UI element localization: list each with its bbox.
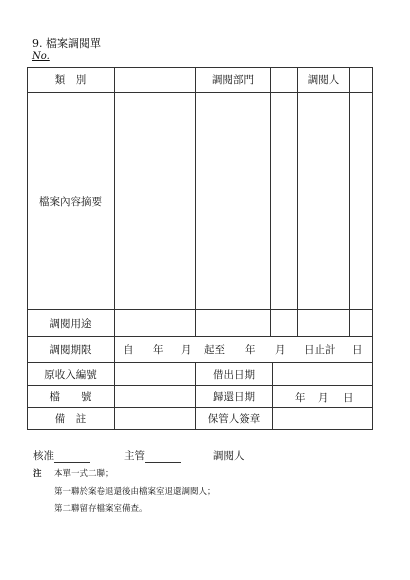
period-start: 起至 — [204, 344, 225, 356]
period-field[interactable] — [115, 337, 372, 362]
supervisor-blank[interactable] — [145, 450, 181, 463]
borrower-label: 調閱人 — [307, 74, 340, 86]
notes-label: 注 — [33, 469, 42, 479]
period-day: 日 — [352, 344, 363, 356]
notes-line-2: 第一聯於案卷退還後由檔案室退還調閱人； — [54, 487, 216, 497]
period-month1: 月 — [181, 344, 192, 356]
keeper-sign-field[interactable] — [273, 408, 372, 429]
file-no-field[interactable] — [115, 386, 195, 407]
supervisor-label: 主管 — [124, 450, 145, 462]
borrow-dept-label: 調閱部門 — [212, 74, 254, 86]
approve-signature — [33, 448, 90, 463]
keeper-sign-label: 保管人簽章 — [207, 413, 261, 425]
period-month2: 月 — [275, 344, 286, 356]
period-day-end: 日止計 — [304, 344, 336, 356]
period-year1: 年 — [153, 344, 164, 356]
borrow-form-table — [27, 67, 373, 430]
file-no-label: 檔 號 — [49, 391, 92, 403]
category-field[interactable] — [115, 67, 195, 92]
notes-line-1: 本單一式二聯； — [54, 469, 114, 479]
notes-line-3: 第二聯留存檔案室備查。 — [54, 504, 148, 514]
return-date-field[interactable] — [273, 386, 372, 407]
approve-label: 核准 — [33, 450, 54, 462]
borrower-field[interactable] — [350, 67, 372, 92]
page-title: 9. 檔案調閱單 — [32, 37, 101, 50]
original-no-label: 原收入編號 — [44, 368, 97, 381]
period-label: 調閱期限 — [49, 344, 92, 356]
return-day: 日 — [343, 392, 354, 404]
return-month: 月 — [318, 392, 329, 404]
return-date-label: 歸還日期 — [213, 391, 255, 403]
remark-field[interactable] — [115, 408, 195, 429]
purpose-field[interactable] — [115, 310, 372, 336]
form-number-label: No. — [32, 51, 50, 62]
content-summary-field[interactable] — [115, 93, 372, 309]
lend-date-label: 借出日期 — [213, 368, 255, 381]
borrow-dept-field[interactable] — [271, 67, 297, 92]
category-label: 類 別 — [54, 74, 87, 86]
purpose-label: 調閱用途 — [49, 317, 92, 330]
approve-blank[interactable] — [54, 450, 90, 463]
remark-label: 備 註 — [54, 413, 87, 425]
supervisor-signature — [124, 448, 181, 463]
period-year2: 年 — [245, 344, 256, 356]
original-no-field[interactable] — [115, 363, 195, 385]
lend-date-field[interactable] — [273, 363, 372, 385]
content-summary-label: 檔案內容摘要 — [39, 195, 102, 208]
return-year: 年 — [295, 392, 306, 404]
footer-borrower-label: 調閱人 — [213, 450, 245, 462]
period-from: 自 — [123, 344, 134, 356]
